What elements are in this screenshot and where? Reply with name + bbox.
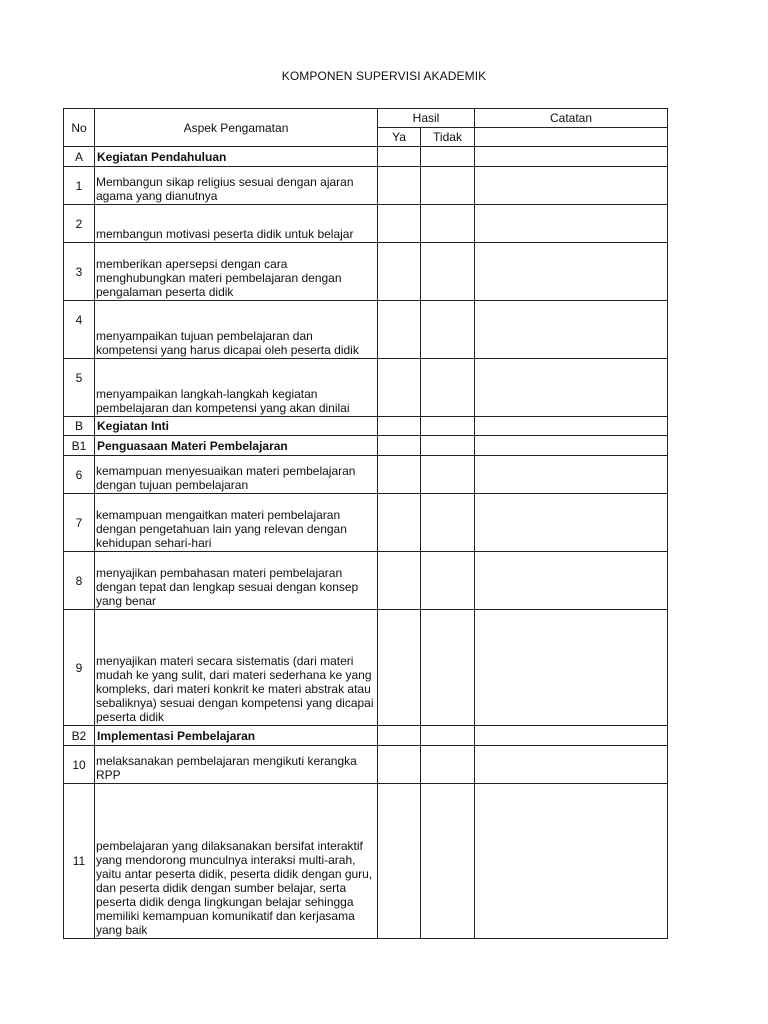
ya-cell[interactable] <box>378 494 421 552</box>
catatan-cell[interactable] <box>475 784 668 939</box>
header-ya: Ya <box>378 128 421 147</box>
catatan-cell[interactable] <box>475 359 668 417</box>
catatan-cell[interactable] <box>475 456 668 494</box>
tidak-cell[interactable] <box>421 243 475 301</box>
row-number: B <box>64 417 95 436</box>
catatan-cell[interactable] <box>475 726 668 746</box>
row-number: 3 <box>64 243 95 301</box>
supervision-table <box>63 108 668 939</box>
ya-cell[interactable] <box>378 552 421 610</box>
row-number: A <box>64 147 95 167</box>
catatan-cell[interactable] <box>475 552 668 610</box>
section-label: Kegiatan Inti <box>95 417 378 436</box>
table-row <box>64 301 668 359</box>
aspek-cell: membangun motivasi peserta didik untuk belajar <box>95 205 378 243</box>
ya-cell[interactable] <box>378 456 421 494</box>
row-number: 4 <box>64 301 95 359</box>
catatan-cell[interactable] <box>475 243 668 301</box>
aspek-cell: pembelajaran yang dilaksanakan bersifat interaktif yang mendorong munculnya interaksi multi-arah, yaitu antar peserta didik, peserta didik dengan guru, dan peserta didik dengan sumber belajar, serta peserta didik denga lingkungan belajar sehingga memiliki kemampuan komunikatif dan kerjasama yang baik <box>95 784 378 939</box>
aspek-cell: kemampuan mengaitkan materi pembelajaran dengan pengetahuan lain yang relevan dengan kehidupan sehari-hari <box>95 494 378 552</box>
aspek-cell: Membangun sikap religius sesuai dengan ajaran agama yang dianutnya <box>95 167 378 205</box>
table-row <box>64 167 668 205</box>
row-number: 9 <box>64 610 95 726</box>
aspek-cell: memberikan apersepsi dengan cara menghubungkan materi pembelajaran dengan pengalaman peserta didik <box>95 243 378 301</box>
ya-cell[interactable] <box>378 417 421 436</box>
tidak-cell[interactable] <box>421 746 475 784</box>
section-label: Kegiatan Pendahuluan <box>95 147 378 167</box>
ya-cell[interactable] <box>378 167 421 205</box>
row-number: 10 <box>64 746 95 784</box>
aspek-cell: menyampaikan langkah-langkah kegiatan pembelajaran dan kompetensi yang akan dinilai <box>95 359 378 417</box>
section-label: Implementasi Pembelajaran <box>95 726 378 746</box>
catatan-cell[interactable] <box>475 301 668 359</box>
tidak-cell[interactable] <box>421 726 475 746</box>
aspek-cell: kemampuan menyesuaikan materi pembelajaran dengan tujuan pembelajaran <box>95 456 378 494</box>
ya-cell[interactable] <box>378 610 421 726</box>
header-catatan-blank <box>475 128 668 147</box>
table-row <box>64 610 668 726</box>
header-hasil: Hasil <box>378 109 475 128</box>
ya-cell[interactable] <box>378 746 421 784</box>
section-label: Penguasaan Materi Pembelajaran <box>95 436 378 456</box>
header-catatan: Catatan <box>475 109 668 128</box>
aspek-cell: menyajikan materi secara sistematis (dari materi mudah ke yang sulit, dari materi sederhana ke yang kompleks, dari materi konkrit ke materi abstrak atau sebaliknya) sesuai dengan kompetensi yang dicapai peserta didik <box>95 610 378 726</box>
row-number: 1 <box>64 167 95 205</box>
header-no: No <box>64 109 95 147</box>
tidak-cell[interactable] <box>421 147 475 167</box>
table-row <box>64 359 668 417</box>
header-aspek: Aspek Pengamatan <box>95 109 378 147</box>
section-row <box>64 417 668 436</box>
catatan-cell[interactable] <box>475 494 668 552</box>
tidak-cell[interactable] <box>421 417 475 436</box>
ya-cell[interactable] <box>378 243 421 301</box>
table-row <box>64 746 668 784</box>
tidak-cell[interactable] <box>421 167 475 205</box>
ya-cell[interactable] <box>378 205 421 243</box>
row-number: 5 <box>64 359 95 417</box>
header-row-top <box>64 109 668 128</box>
table-row <box>64 205 668 243</box>
row-number: 11 <box>64 784 95 939</box>
table-row <box>64 552 668 610</box>
section-row <box>64 436 668 456</box>
row-number: 6 <box>64 456 95 494</box>
table-row <box>64 456 668 494</box>
catatan-cell[interactable] <box>475 746 668 784</box>
ya-cell[interactable] <box>378 359 421 417</box>
row-number: 8 <box>64 552 95 610</box>
tidak-cell[interactable] <box>421 436 475 456</box>
aspek-cell: menyampaikan tujuan pembelajaran dan kompetensi yang harus dicapai oleh peserta didik <box>95 301 378 359</box>
ya-cell[interactable] <box>378 147 421 167</box>
table-row <box>64 243 668 301</box>
catatan-cell[interactable] <box>475 205 668 243</box>
ya-cell[interactable] <box>378 726 421 746</box>
ya-cell[interactable] <box>378 301 421 359</box>
tidak-cell[interactable] <box>421 456 475 494</box>
section-row <box>64 147 668 167</box>
ya-cell[interactable] <box>378 436 421 456</box>
table-row <box>64 784 668 939</box>
row-number: B1 <box>64 436 95 456</box>
ya-cell[interactable] <box>378 784 421 939</box>
catatan-cell[interactable] <box>475 167 668 205</box>
document-title: KOMPONEN SUPERVISI AKADEMIK <box>281 69 487 83</box>
catatan-cell[interactable] <box>475 147 668 167</box>
catatan-cell[interactable] <box>475 436 668 456</box>
row-number: 2 <box>64 205 95 243</box>
row-number: 7 <box>64 494 95 552</box>
tidak-cell[interactable] <box>421 610 475 726</box>
tidak-cell[interactable] <box>421 494 475 552</box>
catatan-cell[interactable] <box>475 417 668 436</box>
row-number: B2 <box>64 726 95 746</box>
tidak-cell[interactable] <box>421 205 475 243</box>
tidak-cell[interactable] <box>421 552 475 610</box>
catatan-cell[interactable] <box>475 610 668 726</box>
section-row <box>64 726 668 746</box>
tidak-cell[interactable] <box>421 359 475 417</box>
tidak-cell[interactable] <box>421 784 475 939</box>
table-row <box>64 494 668 552</box>
aspek-cell: menyajikan pembahasan materi pembelajaran dengan tepat dan lengkap sesuai dengan konsep yang benar <box>95 552 378 610</box>
tidak-cell[interactable] <box>421 301 475 359</box>
aspek-cell: melaksanakan pembelajaran mengikuti kerangka RPP <box>95 746 378 784</box>
header-tidak: Tidak <box>421 128 475 147</box>
